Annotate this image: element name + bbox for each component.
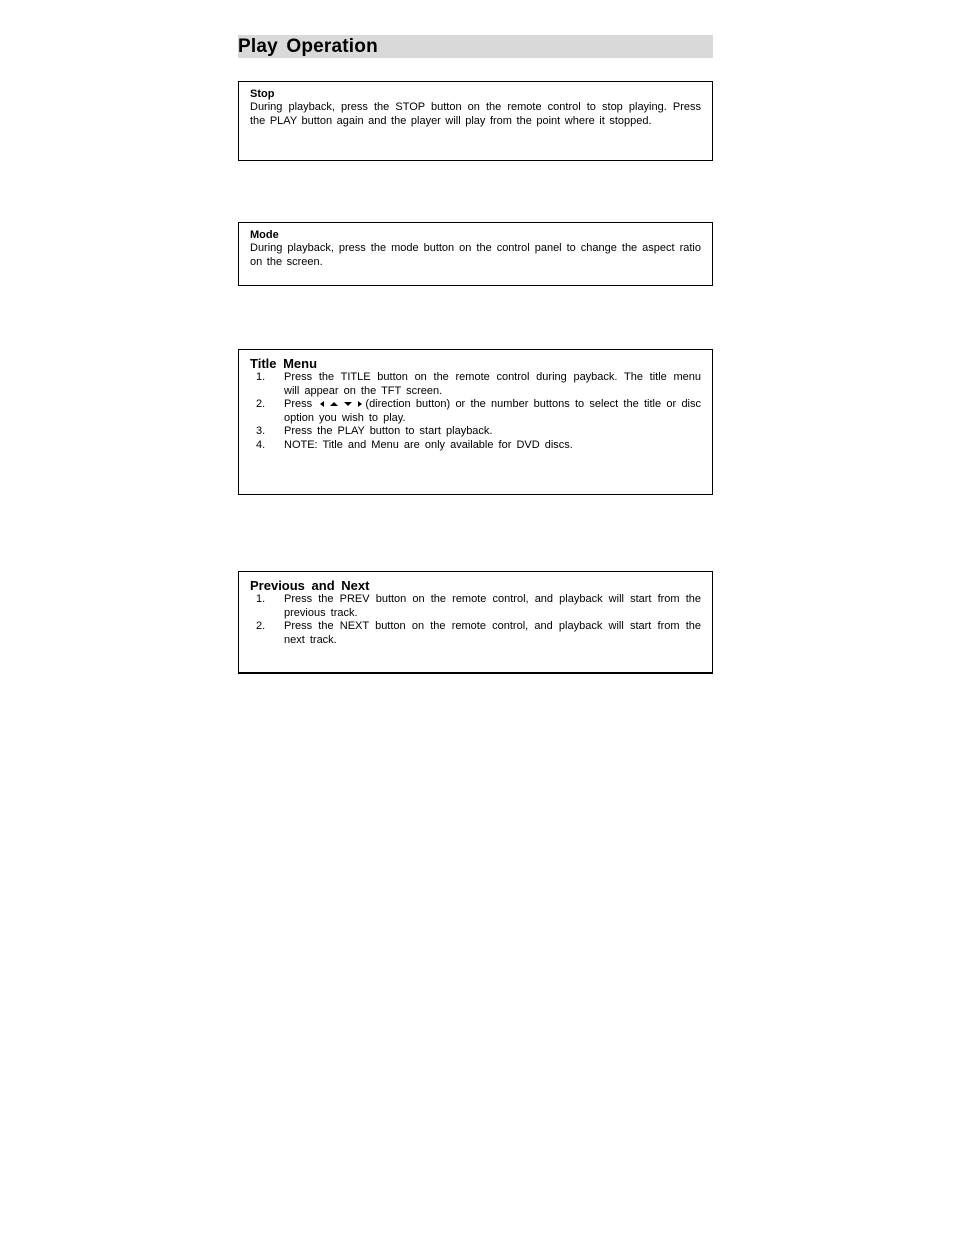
title-menu-list xyxy=(250,371,701,452)
list-item-text: NOTE: Title and Menu are only available for DVD discs. xyxy=(284,438,573,451)
mode-body: During playback, press the mode button on the control panel to change the aspect ratio on the screen. xyxy=(250,242,701,268)
down-arrow-icon xyxy=(344,402,352,406)
mode-heading: Mode xyxy=(250,229,279,241)
list-item xyxy=(250,439,701,453)
list-item-text: Press the NEXT button on the remote control, and playback will start from the next track. xyxy=(284,620,701,646)
title-menu-heading: Title Menu xyxy=(250,356,318,371)
list-item-text: Press the TITLE button on the remote control during payback. The title menu will appear on the TFT screen. xyxy=(284,371,701,397)
stop-heading: Stop xyxy=(250,88,275,100)
mode-section xyxy=(238,222,713,286)
list-item-number: 2. xyxy=(256,398,266,410)
list-item-text xyxy=(284,398,701,425)
left-arrow-icon xyxy=(320,401,324,407)
title-menu-section xyxy=(238,349,713,495)
list-item xyxy=(250,620,701,647)
list-item-text: Press the PREV button on the remote control, and playback will start from the previous track. xyxy=(284,593,701,619)
list-item-number: 3. xyxy=(256,425,266,437)
list-item xyxy=(250,593,701,620)
list-item-number: 4. xyxy=(256,438,266,451)
page-title: Play Operation xyxy=(238,36,378,57)
right-arrow-icon xyxy=(358,401,362,407)
up-arrow-icon xyxy=(330,402,338,406)
stop-section xyxy=(238,81,713,161)
list-item xyxy=(250,398,701,425)
list-item xyxy=(250,425,701,439)
list-item-number: 1. xyxy=(256,593,266,605)
list-item-number: 1. xyxy=(256,371,266,383)
previous-next-heading: Previous and Next xyxy=(250,578,370,593)
previous-next-section xyxy=(238,571,713,674)
list-item xyxy=(250,371,701,398)
list-item-text-before: Press xyxy=(284,398,313,410)
stop-body: During playback, press the STOP button on the remote control to stop playing. Press the PLAY button again and the player will play from the point where it stopped. xyxy=(250,101,701,127)
previous-next-list xyxy=(250,593,701,647)
list-item-number: 2. xyxy=(256,620,266,632)
list-item-text: Press the PLAY button to start playback. xyxy=(284,425,493,437)
list-item-text-after: (direction button) or the number buttons to select the title or disc option you wish to play. xyxy=(284,398,702,424)
page-header-bar xyxy=(238,35,713,58)
